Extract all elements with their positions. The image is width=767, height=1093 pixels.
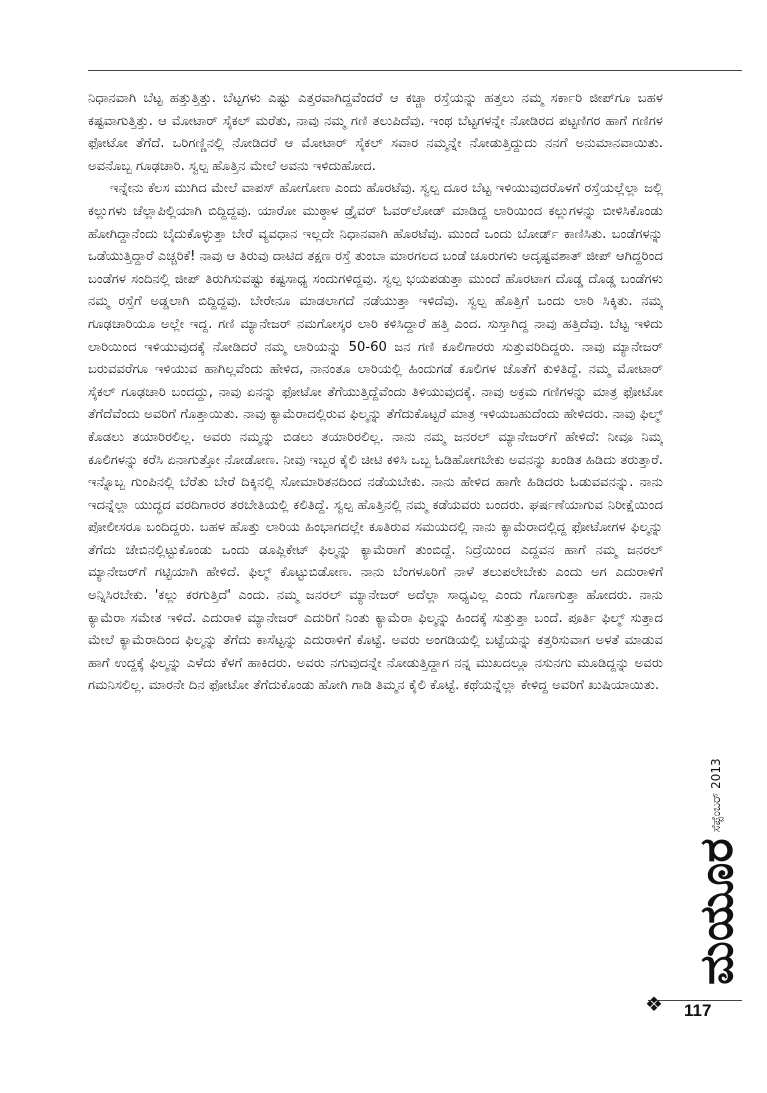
issue-date: ಸೆಪ್ಟೆಂಬರ್ 2013 xyxy=(709,758,723,833)
page-number: 117 xyxy=(684,1001,712,1020)
article-paragraph-1: ನಿಧಾನವಾಗಿ ಬೆಟ್ಟ ಹತ್ತುತ್ತಿತ್ತು. ಬೆಟ್ಟಗಳು ಎಷ್ಟು ಎತ್ತರವಾಗಿದ್ದವೆಂದರೆ ಆ ಕಚ್ಚಾ ರಸ್ತೆಯನ್ನು ಹತ್ತಲು ನಮ್ಮ ಸರ್ಕಾರಿ ಜೀಪ್‌ಗೂ ಬಹಳ ಕಷ್ಟವಾಗುತ್ತಿತ್ತು. ಆ ಮೋಟಾರ್ ಸೈಕಲ್ ಮರೆತು, ನಾವು ನಮ್ಮ ಗಣಿ ತಲುಪಿದೆವು. ಇಂಥ ಬೆಟ್ಟಗಳನ್ನೇ ನೋಡಿರದ ಪಟ್ಟಣಿಗರ ಹಾಗೆ ಗಣಿಗಳ ಫೋಟೋ ತೆಗೆದೆ. ಒರಿಗಣ್ಣಿನಲ್ಲಿ ನೋಡಿದರೆ ಆ ಮೋಟಾರ್ ಸೈಕಲ್ ಸವಾರ ನಮ್ಮನ್ನೇ ನೋಡುತ್ತಿದ್ದುದು ನನಗೆ ಅನುಮಾನವಾಯಿತು. ಅವನೊಬ್ಬ ಗೂಢಚಾರಿ. ಸ್ವಲ್ಪ ಹೊತ್ತಿನ ಮೇಲೆ ಅವನು ಇಳಿದುಹೋದ. xyxy=(88,91,663,174)
header-rule xyxy=(88,70,742,71)
article-body xyxy=(88,88,663,1000)
masthead xyxy=(691,715,741,985)
masthead-sidebar xyxy=(681,720,741,990)
article-paragraph-2: ಇನ್ನೇನು ಕೆಲಸ ಮುಗಿದ ಮೇಲೆ ವಾಪಸ್ ಹೋಗೋಣ ಎಂದು ಹೊರಟೆವು. ಸ್ವಲ್ಪ ದೂರ ಬೆಟ್ಟ ಇಳಿಯುವುದರೊಳಗೆ ರಸ್ತೆಯಲ್ಲೆಲ್ಲಾ ಜಲ್ಲಿ ಕಲ್ಲುಗಳು ಚೆಲ್ಲಾಪಿಲ್ಲಿಯಾಗಿ ಬಿದ್ದಿದ್ದವು. ಯಾರೋ ಮುಠ್ಠಾಳ ಡ್ರೈವರ್ ಓವರ್‌ಲೋಡ್ ಮಾಡಿದ್ದ ಲಾರಿಯಿಂದ ಕಲ್ಲುಗಳನ್ನು ಬೀಳಿಸಿಕೊಂಡು ಹೋಗಿದ್ದಾನೆಂದು ಬೈದುಕೊಳ್ಳುತ್ತಾ ಬೇರೆ ವ್ಯವಧಾನ ಇಲ್ಲದೇ ನಿಧಾನವಾಗಿ ಹೊರಟೆವು. ಮುಂದೆ ಒಂದು ಬೋರ್ಡ್ ಕಾಣಿಸಿತು. ಬಂಡೆಗಳನ್ನು ಒಡೆಯುತ್ತಿದ್ದಾರೆ ಎಚ್ಚರಿಕೆ! ನಾವು ಆ ತಿರುವು ದಾಟಿದ ತಕ್ಷಣ ರಸ್ತೆ ತುಂಬಾ ಮಾರಗಲದ ಬಂಡೆ ಚೂರುಗಳು ಅದೃಷ್ಟವಶಾತ್ ಜೀಪ್ ಆಗಿದ್ದರಿಂದ ಬಂಡೆಗಳ ಸಂದಿನಲ್ಲಿ ಜೀಪ್ ತಿರುಗಿಸುವಷ್ಟು ಕಷ್ಟಸಾಧ್ಯ ಸಂದುಗಳಿದ್ದವು. ಸ್ವಲ್ಪ ಭಯಪಡುತ್ತಾ ಮುಂದೆ ಹೊರಟಾಗ ದೊಡ್ಡ ದೊಡ್ಡ ಬಂಡೆಗಳು ನಮ್ಮ ರಸ್ತೆಗೆ ಅಡ್ಡಲಾಗಿ ಬಿದ್ದಿದ್ದವು. ಬೇರೇನೂ ಮಾಡಲಾಗದೆ ನಡೆಯುತ್ತಾ ಇಳಿದೆವು. ಸ್ವಲ್ಪ ಹೊತ್ತಿಗೆ ಒಂದು ಲಾರಿ ಸಿಕ್ಕಿತು. ನಮ್ಮ ಗೂಢಚಾರಿಯೂ ಅಲ್ಲೇ ಇದ್ದ. ಗಣಿ ಮ್ಯಾನೇಜರ್ ನಮಗೋಸ್ಕರ ಲಾರಿ ಕಳಿಸಿದ್ದಾರೆ ಹತ್ತಿ ಎಂದ. ಸುಸ್ತಾಗಿದ್ದ ನಾವು ಹತ್ತಿದೆವು. ಬೆಟ್ಟ ಇಳಿದು ಲಾರಿಯಿಂದ ಇಳಿಯುವುದಕ್ಕೆ ನೋಡಿದರೆ ನಮ್ಮ ಲಾರಿಯನ್ನು 50-60 ಜನ ಗಣಿ ಕೂಲಿಗಾರರು ಸುತ್ತುವರಿದಿದ್ದರು. ನಾವು ಮ್ಯಾನೇಜರ್ ಬರುವವರೆಗೂ ಇಳಿಯುವ ಹಾಗಿಲ್ಲವೆಂದು ಹೇಳಿದ, ನಾನಂತೂ ಲಾರಿಯಲ್ಲಿ ಹಿಂದುಗಡೆ ಕೂಲಿಗಳ ಜೊತೆಗೆ ಕುಳಿತಿದ್ದೆ. ನಮ್ಮ ಮೋಟಾರ್ ಸೈಕಲ್ ಗೂಢಚಾರಿ ಬಂದದ್ದು, ನಾವು ಏನನ್ನು ಫೋಟೋ ತೆಗೆಯುತ್ತಿದ್ದೆವೆಂದು ತಿಳಿಯುವುದಕ್ಕೆ. ನಾವು ಅಕ್ರಮ ಗಣಿಗಳನ್ನು ಮಾತ್ರ ಫೋಟೋ ತೆಗೆದೆವೆಂದು ಅವರಿಗೆ ಗೊತ್ತಾಯಿತು. ನಾವು ಕ್ಯಾಮೆರಾದಲ್ಲಿರುವ ಫಿಲ್ಮನ್ನು ತೆಗೆದುಕೊಟ್ಟರೆ ಮಾತ್ರ ಇಳಿಯಬಹುದೆಂದು ಹೇಳಿದರು. ನಾವು ಫಿಲ್ಮ್ ಕೊಡಲು ತಯಾರಿರಲಿಲ್ಲ. ಅವರು ನಮ್ಮನ್ನು ಬಿಡಲು ತಯಾರಿರಲಿಲ್ಲ. ನಾನು ನಮ್ಮ ಜನರಲ್ ಮ್ಯಾನೇಜರ್‌ಗೆ ಹೇಳಿದೆ: ನೀವೂ ನಿಮ್ಮ ಕೂಲಿಗಳನ್ನು ಕರೆಸಿ ಏನಾಗುತ್ತೋ ನೋಡೋಣ. ನೀವು ಇಬ್ಬರ ಕೈಲಿ ಚೀಟಿ ಕಳಿಸಿ ಒಬ್ಬ ಓಡಿಹೋಗಬೇಕು ಅವನನ್ನು ಖಂಡಿತ ಹಿಡಿದು ತರುತ್ತಾರೆ. ಇನ್ನೊಬ್ಬ ಗುಂಪಿನಲ್ಲಿ ಬೆರೆತು ಬೇರೆ ದಿಕ್ಕಿನಲ್ಲಿ ಸೋಮಾರಿತನದಿಂದ ನಡೆಯಬೇಕು. ನಾನು ಹೇಳಿದ ಹಾಗೇ ಹಿಡಿದರು ಓಡುವವನನ್ನು. ನಾನು ಇದನ್ನೆಲ್ಲಾ ಯುದ್ಧದ ವರದಿಗಾರರ ತರಬೇತಿಯಲ್ಲಿ ಕಲಿತಿದ್ದೆ. ಸ್ವಲ್ಪ ಹೊತ್ತಿನಲ್ಲಿ ನಮ್ಮ ಕಡೆಯವರು ಬಂದರು. ಘರ್ಷಣೆಯಾಗುವ ನಿರೀಕ್ಷೆಯಿಂದ ಪೋಲೀಸರೂ ಬಂದಿದ್ದರು. ಬಹಳ ಹೊತ್ತು ಲಾರಿಯ ಹಿಂಭಾಗದಲ್ಲೇ ಕೂತಿರುವ ಸಮಯದಲ್ಲಿ ನಾನು ಕ್ಯಾಮೆರಾದಲ್ಲಿದ್ದ ಫೋಟೋಗಳ ಫಿಲ್ಮನ್ನು ತೆಗೆದು ಜೇಬಿನಲ್ಲಿಟ್ಟುಕೊಂಡು ಒಂದು ಡೂಪ್ಲಿಕೇಟ್ ಫಿಲ್ಮನ್ನು ಕ್ಯಾಮೆರಾಗೆ ತುಂಬಿದ್ದೆ. ನಿದ್ರೆಯಿಂದ ಎದ್ದವನ ಹಾಗೆ ನಮ್ಮ ಜನರಲ್ ಮ್ಯಾನೇಜರ್‌ಗೆ ಗಟ್ಟಿಯಾಗಿ ಹೇಳಿದೆ. ಫಿಲ್ಮ್ ಕೊಟ್ಟುಬಿಡೋಣ. ನಾನು ಬೆಂಗಳೂರಿಗೆ ನಾಳೆ ತಲುಪಲೇಬೇಕು ಎಂದು ಅಗ ಎದುರಾಳಿಗೆ ಅನ್ನಿಸಿರಬೇಕು. 'ಕಲ್ಲು ಕರಗುತ್ತಿದೆ' ಎಂದು. ನಮ್ಮ ಜನರಲ್ ಮ್ಯಾನೇಜರ್ ಅದೆಲ್ಲಾ ಸಾಧ್ಯವಿಲ್ಲ ಎಂದು ಗೊಣಗುತ್ತಾ ಹೋದರು. ನಾನು ಕ್ಯಾಮೆರಾ ಸಮೇತ ಇಳಿದೆ. ಎದುರಾಳಿ ಮ್ಯಾನೇಜರ್ ಎದುರಿಗೆ ನಿಂತು ಕ್ಯಾಮೆರಾ ಫಿಲ್ಮನ್ನು ಹಿಂದಕ್ಕೆ ಸುತ್ತುತ್ತಾ ಬಂದೆ. ಪೂರ್ತಿ ಫಿಲ್ಮ್ ಸುತ್ತಾದ ಮೇಲೆ ಕ್ಯಾಮೆರಾದಿಂದ ಫಿಲ್ಮನ್ನು ತೆಗೆದು ಕಾಸೆಟ್ಟನ್ನು ಎದುರಾಳಿಗೆ ಕೊಟ್ಟೆ. ಅವರು ಅಂಗಡಿಯಲ್ಲಿ ಬಟ್ಟೆಯನ್ನು ಕತ್ತರಿಸುವಾಗ ಅಳತೆ ಮಾಡುವ ಹಾಗೆ ಉದ್ದಕ್ಕೆ ಫಿಲ್ಮನ್ನು ಎಳೆದು ಕೆಳಗೆ ಹಾಕಿದರು. ಅವರು ನಗುವುದನ್ನೇ ನೋಡುತ್ತಿದ್ದಾಗ ನನ್ನ ಮುಖದಲ್ಲೂ ನಸುನಗು ಮೂಡಿದ್ದನ್ನು ಅವರು ಗಮನಿಸಲಿಲ್ಲ. ಮಾರನೇ ದಿನ ಫೋಟೋ ತೆಗೆದುಕೊಂಡು ಹೋಗಿ ಗಾಡಿ ತಿಮ್ಮನ ಕೈಲಿ ಕೊಟ್ಟೆ. ಕಥೆಯನ್ನೆಲ್ಲಾ ಕೇಳಿದ್ದ ಅವರಿಗೆ ಖುಷಿಯಾಯಿತು. xyxy=(88,181,663,694)
diamond-ornament-icon: ❖ xyxy=(645,992,663,1016)
magazine-logo: ಮಯೂರ xyxy=(689,838,743,985)
